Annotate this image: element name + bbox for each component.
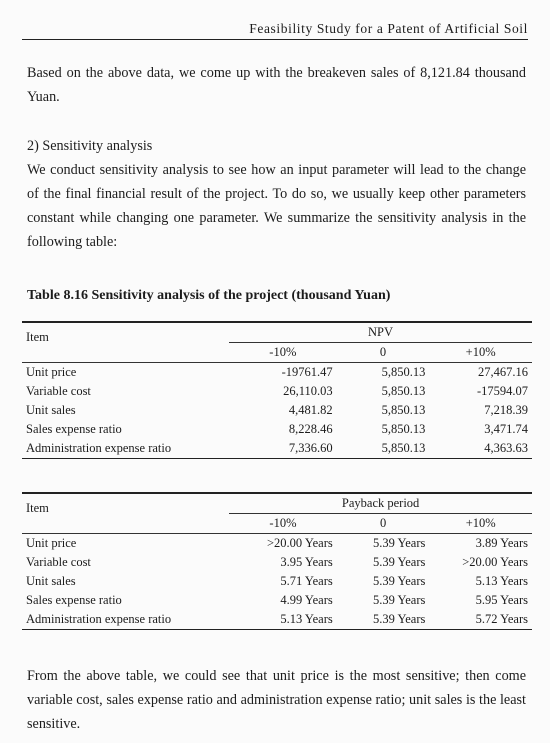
conclusion-paragraph: From the above table, we could see that unit price is the most sensitive; then come variable cost, sales expense ratio and administration expense ratio; unit sales is the least sensitive. — [27, 668, 526, 732]
npv-value: 5,850.13 — [381, 441, 426, 455]
payback-table — [22, 492, 532, 630]
payback-value: 5.39 Years — [372, 593, 426, 607]
npv-value: 5,850.13 — [381, 403, 426, 417]
npv-value: 4,363.63 — [484, 441, 528, 455]
payback-value: >20.00 Years — [462, 555, 528, 569]
npv-value: 5,850.13 — [381, 384, 426, 398]
payback-item-header: Item — [22, 493, 229, 534]
payback-value: 5.39 Years — [372, 574, 426, 588]
row-item: Administration expense ratio — [26, 441, 172, 455]
payback-value: 3.89 Years — [475, 536, 528, 550]
npv-header-row — [22, 322, 532, 343]
payback-header-row — [22, 493, 532, 514]
row-item: Unit price — [26, 365, 77, 379]
running-header — [22, 21, 528, 40]
table-row — [22, 534, 532, 554]
running-header-title: Feasibility Study for a Patent of Artificial Soil — [249, 21, 528, 36]
npv-value: 5,850.13 — [381, 422, 426, 436]
payback-group-header: Payback period — [229, 493, 532, 514]
payback-value: 3.95 Years — [280, 555, 333, 569]
npv-col-header: +10% — [429, 343, 532, 363]
table-row — [22, 401, 532, 420]
row-item: Unit sales — [26, 403, 76, 417]
table-row — [22, 363, 532, 383]
row-item: Sales expense ratio — [26, 422, 122, 436]
section-heading: 2) Sensitivity analysis — [27, 138, 153, 154]
payback-value: 5.39 Years — [372, 612, 426, 626]
payback-value: 5.72 Years — [475, 612, 528, 626]
npv-value: 26,110.03 — [283, 384, 333, 398]
payback-value: 4.99 Years — [280, 593, 333, 607]
npv-value: 4,481.82 — [288, 403, 333, 417]
table-title: Table 8.16 Sensitivity analysis of the project (thousand Yuan) — [27, 288, 391, 303]
npv-col-header: 0 — [337, 343, 430, 363]
table-row — [22, 572, 532, 591]
npv-value: -19761.47 — [281, 365, 333, 379]
npv-value: 27,467.16 — [478, 365, 528, 379]
table-row — [22, 382, 532, 401]
table-row — [22, 439, 532, 459]
table-row — [22, 553, 532, 572]
payback-value: >20.00 Years — [267, 536, 333, 550]
npv-value: 8,228.46 — [288, 422, 333, 436]
table-row — [22, 610, 532, 630]
npv-item-header: Item — [22, 322, 229, 363]
npv-table — [22, 321, 532, 459]
sensitivity-paragraph: We conduct sensitivity analysis to see how an input parameter will lead to the change of the final financial result of the project. To do so, we usually keep other parameters constant while changing one parameter. We summarize the sensitivity analysis in the following table: — [27, 162, 526, 250]
row-item: Unit sales — [26, 574, 76, 588]
payback-value: 5.95 Years — [475, 593, 528, 607]
payback-value: 5.39 Years — [372, 555, 426, 569]
payback-value: 5.13 Years — [280, 612, 333, 626]
row-item: Variable cost — [26, 555, 91, 569]
row-item: Sales expense ratio — [26, 593, 122, 607]
npv-group-header: NPV — [229, 322, 532, 343]
payback-col-header: -10% — [229, 514, 337, 534]
payback-value: 5.13 Years — [475, 574, 528, 588]
breakeven-paragraph: Based on the above data, we come up with the breakeven sales of 8,121.84 thousand Yuan. — [27, 65, 526, 105]
npv-value: 7,218.39 — [484, 403, 528, 417]
npv-value: 3,471.74 — [484, 422, 528, 436]
npv-value: -17594.07 — [476, 384, 528, 398]
payback-col-header: 0 — [337, 514, 430, 534]
row-item: Variable cost — [26, 384, 91, 398]
payback-col-header: +10% — [429, 514, 532, 534]
npv-col-header: -10% — [229, 343, 337, 363]
npv-value: 7,336.60 — [288, 441, 333, 455]
row-item: Unit price — [26, 536, 77, 550]
sensitivity-section — [27, 134, 526, 254]
row-item: Administration expense ratio — [26, 612, 172, 626]
payback-value: 5.71 Years — [280, 574, 333, 588]
table-row — [22, 591, 532, 610]
npv-value: 5,850.13 — [381, 365, 426, 379]
table-row — [22, 420, 532, 439]
payback-value: 5.39 Years — [372, 536, 426, 550]
